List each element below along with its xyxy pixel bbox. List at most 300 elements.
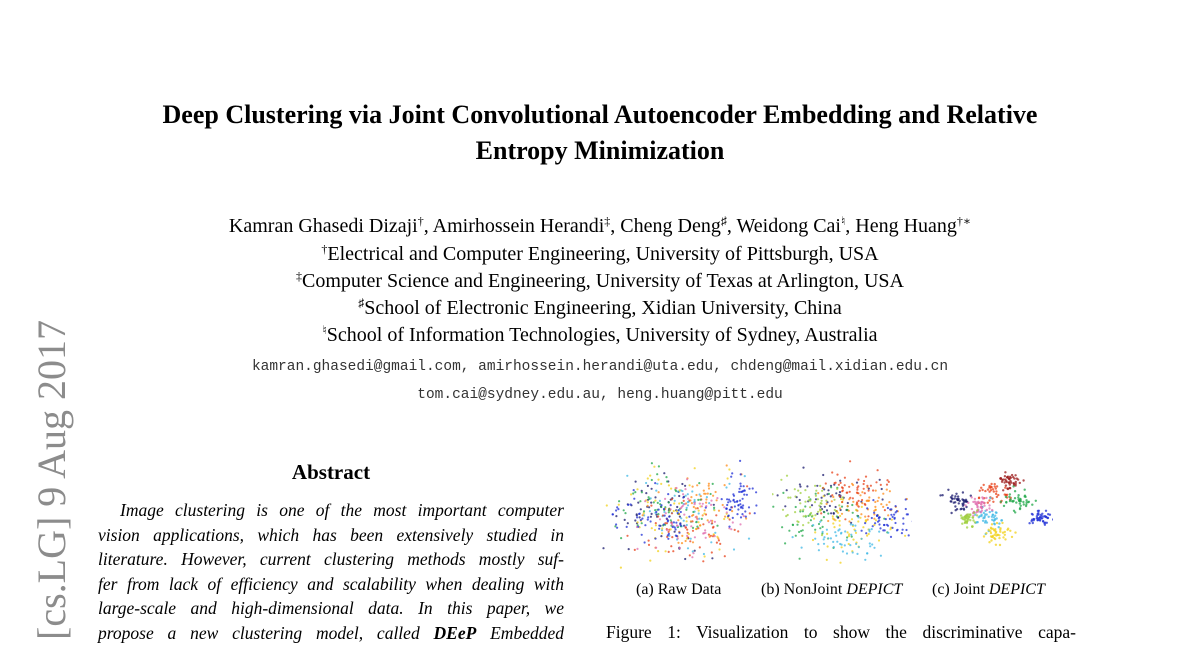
scatter-point — [741, 513, 743, 515]
scatter-point — [868, 529, 870, 531]
scatter-point — [826, 503, 828, 505]
scatter-point — [794, 511, 796, 513]
scatter-point — [1017, 478, 1019, 480]
scatter-point — [748, 506, 750, 508]
scatter-point — [1009, 530, 1011, 532]
scatter-point — [799, 509, 801, 511]
scatter-point — [727, 501, 729, 503]
scatter-point — [969, 513, 971, 515]
scatter-point — [839, 543, 841, 545]
scatter-point — [981, 496, 983, 498]
scatter-point — [980, 501, 982, 503]
scatter-point — [863, 488, 865, 490]
scatter-point — [889, 518, 891, 520]
scatter-point — [883, 524, 885, 526]
scatter-point — [801, 535, 803, 537]
scatter-point — [698, 512, 700, 514]
scatter-point — [639, 516, 641, 518]
scatter-point — [833, 499, 835, 501]
scatter-point — [891, 527, 893, 529]
scatter-point — [660, 535, 662, 537]
scatter-point — [866, 500, 868, 502]
author-name: Amirhossein Herandi — [432, 215, 605, 237]
scatter-point — [685, 509, 687, 511]
scatter-point — [636, 516, 638, 518]
scatter-point — [694, 536, 696, 538]
scatter-point — [851, 483, 853, 485]
scatter-point — [1011, 500, 1013, 502]
scatter-point — [708, 487, 710, 489]
scatter-point — [782, 492, 784, 494]
scatter-point — [996, 522, 998, 524]
scatter-point — [696, 526, 698, 528]
scatter-point — [951, 494, 953, 496]
scatter-point — [836, 488, 838, 490]
scatter-point — [733, 548, 735, 550]
scatter-point — [693, 506, 695, 508]
scatter-point — [960, 514, 962, 516]
scatter-point — [639, 500, 641, 502]
scatter-point — [683, 520, 685, 522]
scatter-point — [814, 529, 816, 531]
scatter-point — [655, 547, 657, 549]
scatter-point — [641, 491, 643, 493]
scatter-point — [812, 539, 814, 541]
scatter-point — [992, 488, 994, 490]
scatter-point — [1009, 487, 1011, 489]
scatter-point — [657, 515, 659, 517]
scatter-point — [647, 505, 649, 507]
scatter-point — [740, 485, 742, 487]
scatter-point — [792, 524, 794, 526]
scatter-point — [728, 468, 730, 470]
scatter-point — [851, 504, 853, 506]
scatter-point — [856, 510, 858, 512]
scatter-point — [1004, 534, 1006, 536]
scatter-point — [739, 483, 741, 485]
scatter-point — [659, 500, 661, 502]
scatter-point — [859, 494, 861, 496]
scatter-point — [841, 490, 843, 492]
scatter-point — [861, 499, 863, 501]
scatter-point — [840, 482, 842, 484]
scatter-point — [873, 518, 875, 520]
scatter-point — [963, 499, 965, 501]
scatter-point — [995, 493, 997, 495]
scatter-point — [734, 501, 736, 503]
scatter-point — [852, 501, 854, 503]
scatter-point — [705, 537, 707, 539]
scatter-point — [851, 518, 853, 520]
scatter-point — [809, 506, 811, 508]
scatter-point — [1042, 520, 1044, 522]
scatter-point — [1000, 501, 1002, 503]
scatter-point — [981, 489, 983, 491]
scatter-point — [697, 507, 699, 509]
scatter-point — [688, 516, 690, 518]
scatter-point — [615, 523, 617, 525]
scatter-point — [651, 488, 653, 490]
scatter-point — [671, 512, 673, 514]
scatter-point — [618, 504, 620, 506]
scatter-point — [755, 491, 757, 493]
scatter-point — [817, 543, 819, 545]
scatter-point — [812, 524, 814, 526]
scatter-point — [877, 500, 879, 502]
scatter-point — [979, 515, 981, 517]
scatter-point — [686, 529, 688, 531]
scatter-point — [740, 491, 742, 493]
scatter-point — [670, 545, 672, 547]
scatter-point — [661, 532, 663, 534]
scatter-point — [648, 498, 650, 500]
scatter-point — [782, 509, 784, 511]
scatter-point — [961, 523, 963, 525]
scatter-point — [832, 515, 834, 517]
author-name: Weidong Cai — [736, 215, 841, 237]
scatter-point — [856, 503, 858, 505]
scatter-point — [962, 491, 964, 493]
scatter-point — [724, 555, 726, 557]
scatter-point — [998, 522, 1000, 524]
scatter-point — [726, 498, 728, 500]
scatter-point — [787, 497, 789, 499]
scatter-joint-depict-plot — [938, 459, 1053, 569]
scatter-point — [871, 528, 873, 530]
scatter-point — [822, 531, 824, 533]
scatter-point — [1040, 517, 1042, 519]
subcaption-b — [761, 580, 902, 600]
scatter-point — [655, 490, 657, 492]
scatter-point — [663, 508, 665, 510]
scatter-point — [1019, 482, 1021, 484]
scatter-point — [710, 520, 712, 522]
scatter-point — [691, 502, 693, 504]
scatter-point — [674, 526, 676, 528]
scatter-point — [976, 505, 978, 507]
scatter-point — [886, 484, 888, 486]
scatter-point — [1008, 482, 1010, 484]
scatter-point — [974, 521, 976, 523]
scatter-point — [787, 514, 789, 516]
scatter-point — [872, 489, 874, 491]
author-mark: ♮ — [840, 214, 846, 228]
scatter-point — [755, 504, 757, 506]
scatter-point — [700, 495, 702, 497]
scatter-point — [786, 475, 788, 477]
scatter-point — [887, 532, 889, 534]
scatter-point — [1035, 500, 1037, 502]
scatter-point — [1015, 481, 1017, 483]
arxiv-stamp-text: [cs.LG] 9 Aug 2017 — [29, 320, 74, 640]
scatter-point — [674, 495, 676, 497]
scatter-point — [645, 482, 647, 484]
scatter-point — [908, 534, 910, 536]
scatter-point — [857, 492, 859, 494]
scatter-point — [815, 493, 817, 495]
scatter-point — [1045, 510, 1047, 512]
scatter-point — [602, 547, 604, 549]
scatter-point — [799, 486, 801, 488]
scatter-point — [696, 484, 698, 486]
scatter-point — [847, 502, 849, 504]
scatter-point — [678, 495, 680, 497]
scatter-point — [653, 466, 655, 468]
scatter-point — [995, 544, 997, 546]
scatter-point — [869, 542, 871, 544]
scatter-point — [963, 516, 965, 518]
scatter-point — [977, 502, 979, 504]
author-sep: , — [845, 215, 856, 237]
scatter-point — [670, 519, 672, 521]
scatter-point — [655, 522, 657, 524]
scatter-point — [836, 541, 838, 543]
scatter-point — [606, 504, 608, 506]
scatter-raw-data-plot — [600, 459, 758, 569]
scatter-point — [972, 519, 974, 521]
scatter-point — [681, 502, 683, 504]
affiliation-text: School of Electronic Engineering, Xidian University, China — [364, 297, 842, 319]
scatter-point — [716, 525, 718, 527]
scatter-point — [692, 541, 694, 543]
scatter-point — [630, 503, 632, 505]
scatter-point — [682, 493, 684, 495]
scatter-point — [850, 534, 852, 536]
scatter-point — [737, 504, 739, 506]
scatter-point — [671, 523, 673, 525]
scatter-point — [716, 542, 718, 544]
scatter-point — [677, 525, 679, 527]
scatter-point — [1020, 505, 1022, 507]
scatter-point — [990, 483, 992, 485]
scatter-point — [626, 475, 628, 477]
scatter-point — [1049, 514, 1051, 516]
scatter-point — [954, 501, 956, 503]
scatter-point — [654, 482, 656, 484]
scatter-point — [1004, 475, 1006, 477]
scatter-point — [830, 486, 832, 488]
scatter-point — [1002, 536, 1004, 538]
scatter-point — [784, 542, 786, 544]
scatter-point — [699, 503, 701, 505]
scatter-point — [736, 500, 738, 502]
scatter-point — [664, 498, 666, 500]
paper-title-line2: Entropy Minimization — [475, 136, 725, 165]
scatter-point — [743, 489, 745, 491]
scatter-point — [634, 519, 636, 521]
scatter-point — [684, 485, 686, 487]
affiliation-text: Computer Science and Engineering, University of Texas at Arlington, USA — [301, 270, 904, 292]
scatter-point — [705, 498, 707, 500]
scatter-point — [831, 494, 833, 496]
scatter-point — [703, 513, 705, 515]
scatter-point — [816, 485, 818, 487]
scatter-point — [807, 522, 809, 524]
scatter-point — [654, 509, 656, 511]
scatter-point — [697, 499, 699, 501]
scatter-point — [1013, 477, 1015, 479]
scatter-point — [995, 490, 997, 492]
scatter-point — [973, 512, 975, 514]
scatter-point — [885, 518, 887, 520]
scatter-point — [864, 516, 866, 518]
scatter-point — [871, 517, 873, 519]
scatter-point — [994, 515, 996, 517]
scatter-point — [963, 508, 965, 510]
scatter-point — [988, 491, 990, 493]
scatter-point — [670, 508, 672, 510]
scatter-point — [748, 538, 750, 540]
scatter-point — [728, 483, 730, 485]
scatter-point — [668, 531, 670, 533]
scatter-point — [680, 511, 682, 513]
scatter-point — [739, 488, 741, 490]
scatter-point — [901, 532, 903, 534]
scatter-point — [663, 472, 665, 474]
scatter-point — [658, 509, 660, 511]
scatter-point — [636, 488, 638, 490]
scatter-point — [804, 489, 806, 491]
scatter-point — [1007, 528, 1009, 530]
scatter-point — [844, 518, 846, 520]
scatter-point — [861, 506, 863, 508]
scatter-point — [651, 527, 653, 529]
scatter-point — [983, 484, 985, 486]
scatter-point — [985, 532, 987, 534]
scatter-point — [963, 519, 965, 521]
scatter-point — [836, 515, 838, 517]
scatter-point — [691, 556, 693, 558]
scatter-point — [743, 515, 745, 517]
scatter-point — [729, 509, 731, 511]
scatter-point — [799, 499, 801, 501]
scatter-point — [650, 505, 652, 507]
scatter-point — [637, 521, 639, 523]
scatter-point — [708, 534, 710, 536]
scatter-point — [702, 523, 704, 525]
scatter-point — [743, 494, 745, 496]
scatter-point — [822, 526, 824, 528]
scatter-point — [878, 497, 880, 499]
scatter-point — [1022, 479, 1024, 481]
scatter-point — [804, 501, 806, 503]
scatter-point — [655, 524, 657, 526]
scatter-point — [813, 518, 815, 520]
scatter-point — [666, 480, 668, 482]
scatter-point — [1044, 515, 1046, 517]
scatter-point — [975, 511, 977, 513]
scatter-point — [852, 524, 854, 526]
scatter-point — [858, 506, 860, 508]
scatter-point — [950, 512, 952, 514]
scatter-point — [999, 544, 1001, 546]
scatter-point — [882, 498, 884, 500]
scatter-point — [698, 482, 700, 484]
scatter-point — [638, 513, 640, 515]
scatter-point — [651, 513, 653, 515]
scatter-point — [1011, 474, 1013, 476]
scatter-point — [796, 524, 798, 526]
scatter-point — [994, 483, 996, 485]
scatter-point — [1014, 511, 1016, 513]
scatter-point — [644, 524, 646, 526]
scatter-point — [989, 511, 991, 513]
scatter-point — [1009, 500, 1011, 502]
scatter-point — [844, 544, 846, 546]
scatter-point — [856, 487, 858, 489]
scatter-point — [1014, 531, 1016, 533]
scatter-point — [636, 548, 638, 550]
scatter-point — [749, 512, 751, 514]
scatter-point — [789, 497, 791, 499]
scatter-point — [690, 538, 692, 540]
scatter-point — [708, 502, 710, 504]
scatter-point — [838, 504, 840, 506]
scatter-point — [1040, 514, 1042, 516]
author-name: Heng Huang — [855, 215, 957, 237]
scatter-point — [748, 488, 750, 490]
scatter-point — [1018, 500, 1020, 502]
scatter-point — [958, 502, 960, 504]
scatter-point — [991, 523, 993, 525]
scatter-point — [679, 547, 681, 549]
scatter-point — [991, 516, 993, 518]
scatter-point — [868, 533, 870, 535]
scatter-point — [990, 539, 992, 541]
scatter-point — [839, 528, 841, 530]
scatter-point — [612, 513, 614, 515]
scatter-point — [1024, 496, 1026, 498]
scatter-point — [829, 505, 831, 507]
scatter-point — [991, 509, 993, 511]
scatter-point — [670, 488, 672, 490]
scatter-point — [874, 506, 876, 508]
scatter-point — [1032, 522, 1034, 524]
scatter-point — [687, 493, 689, 495]
abstract-line — [98, 621, 564, 646]
affiliation-text: School of Information Technologies, University of Sydney, Australia — [326, 324, 878, 346]
scatter-point — [864, 559, 866, 561]
scatter-point — [684, 503, 686, 505]
affiliation-mark: ‡ — [295, 269, 302, 283]
scatter-point — [738, 491, 740, 493]
scatter-point — [668, 533, 670, 535]
scatter-point — [907, 513, 909, 515]
scatter-point — [668, 511, 670, 513]
scatter-point — [687, 498, 689, 500]
scatter-point — [985, 497, 987, 499]
scatter-point — [871, 543, 873, 545]
scatter-point — [904, 535, 906, 537]
scatter-point — [836, 474, 838, 476]
scatter-point — [971, 525, 973, 527]
scatter-point — [686, 537, 688, 539]
scatter-point — [792, 536, 794, 538]
scatter-point — [620, 567, 622, 569]
scatter-point — [891, 519, 893, 521]
scatter-point — [654, 500, 656, 502]
scatter-point — [992, 501, 994, 503]
scatter-point — [746, 485, 748, 487]
scatter-point — [803, 515, 805, 517]
scatter-point — [672, 526, 674, 528]
scatter-point — [865, 532, 867, 534]
scatter-point — [820, 509, 822, 511]
scatter-point — [877, 469, 879, 471]
scatter-point — [715, 514, 717, 516]
scatter-point — [811, 504, 813, 506]
scatter-point — [895, 505, 897, 507]
